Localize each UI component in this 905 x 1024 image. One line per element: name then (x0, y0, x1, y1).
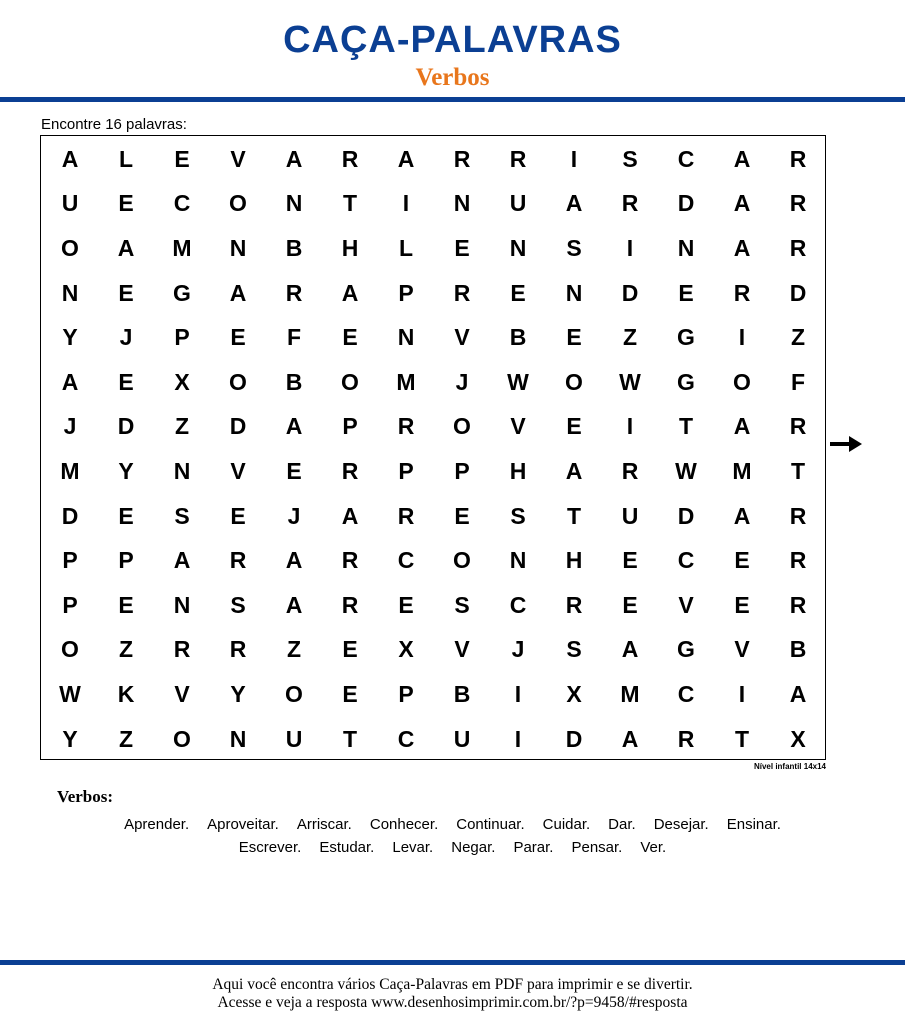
word-list-line-1 (0, 815, 905, 835)
grid-cell[interactable]: W (619, 368, 641, 395)
grid-cell[interactable]: Y (118, 457, 134, 484)
grid-cell[interactable]: T (734, 725, 750, 752)
grid-cell[interactable]: E (342, 636, 358, 663)
grid-cell[interactable]: V (174, 680, 190, 707)
grid-cell[interactable]: R (789, 591, 807, 618)
grid-cell[interactable]: N (397, 324, 415, 351)
grid-cell[interactable]: J (511, 636, 525, 663)
grid-cell[interactable]: R (621, 457, 639, 484)
grid-cell[interactable]: K (117, 680, 135, 707)
grid-cell[interactable]: A (565, 457, 583, 484)
arrow-right-icon (830, 436, 862, 452)
grid-cell[interactable]: H (341, 234, 359, 261)
grid-cell[interactable]: I (626, 234, 634, 261)
grid-cell[interactable]: J (119, 324, 133, 351)
grid-cell[interactable]: N (229, 725, 247, 752)
grid-cell[interactable]: I (626, 413, 634, 440)
grid-cell[interactable]: X (790, 725, 806, 752)
grid-cell[interactable]: W (59, 680, 81, 707)
word-list-item: Parar. (513, 839, 554, 856)
grid-cell[interactable]: D (621, 279, 639, 306)
grid-cell[interactable]: R (733, 279, 751, 306)
grid-cell[interactable]: A (285, 591, 303, 618)
grid-cell[interactable]: I (738, 324, 746, 351)
grid-cell[interactable]: E (454, 234, 470, 261)
grid-cell[interactable]: E (230, 502, 246, 529)
puzzle-instruction: Encontre 16 palavras: (41, 116, 187, 133)
grid-cell[interactable]: Z (790, 324, 806, 351)
grid-cell[interactable]: H (565, 547, 583, 574)
grid-cell[interactable]: M (60, 457, 80, 484)
grid-cell[interactable]: Z (174, 413, 190, 440)
grid-cell[interactable]: F (286, 324, 302, 351)
grid-cell[interactable]: R (789, 190, 807, 217)
grid-cell[interactable]: D (677, 502, 695, 529)
grid-cell[interactable]: B (509, 324, 527, 351)
grid-cell[interactable]: A (285, 413, 303, 440)
grid-cell[interactable]: O (229, 368, 247, 395)
word-list-item: Levar. (392, 839, 434, 856)
grid-cell[interactable]: W (675, 457, 697, 484)
footer-text-1: Aqui você encontra vários Caça-Palavras em PDF para imprimir e se divertir. (212, 976, 693, 993)
grid-cell[interactable]: E (230, 324, 246, 351)
grid-cell[interactable]: R (397, 413, 415, 440)
word-list-item: Negar. (451, 839, 496, 856)
grid-cell[interactable]: M (620, 680, 640, 707)
page-subtitle: Verbos (415, 64, 490, 91)
word-list-item: Arriscar. (296, 816, 352, 833)
grid-cell[interactable]: N (229, 234, 247, 261)
word-list-item: Estudar. (319, 839, 375, 856)
word-list-heading: Verbos: (57, 787, 114, 806)
grid-cell[interactable]: R (565, 591, 583, 618)
grid-cell[interactable]: J (455, 368, 469, 395)
word-list-item: Ensinar. (726, 816, 781, 833)
grid-cell[interactable]: P (342, 413, 358, 440)
grid-cell[interactable]: C (173, 190, 191, 217)
grid-cell[interactable]: O (341, 368, 359, 395)
word-list-line-2 (0, 838, 905, 858)
word-list-item: Desejar. (653, 816, 709, 833)
grid-cell[interactable]: L (118, 145, 134, 172)
grid-cell[interactable]: R (509, 145, 527, 172)
grid-cell[interactable]: C (677, 680, 695, 707)
grid-cell[interactable]: E (174, 145, 190, 172)
grid-cell[interactable]: P (398, 279, 414, 306)
grid-cell[interactable]: R (341, 145, 359, 172)
grid-cell[interactable]: R (621, 190, 639, 217)
grid-cell[interactable]: I (402, 190, 410, 217)
grid-cell[interactable]: E (734, 547, 750, 574)
grid-cell[interactable]: P (398, 680, 414, 707)
grid-cell[interactable]: Z (118, 636, 134, 663)
grid-cell[interactable]: V (230, 145, 246, 172)
grid-cell[interactable]: N (565, 279, 583, 306)
grid-cell[interactable]: P (118, 547, 134, 574)
grid-cell[interactable]: Y (62, 324, 78, 351)
grid-cell[interactable]: B (285, 234, 303, 261)
grid-cell[interactable]: A (621, 636, 639, 663)
grid-cell[interactable]: R (341, 457, 359, 484)
grid-cell[interactable]: J (287, 502, 301, 529)
word-list-item: Conhecer. (369, 816, 439, 833)
grid-cell[interactable]: W (507, 368, 529, 395)
grid-cell[interactable]: G (677, 636, 695, 663)
grid-cell[interactable]: U (285, 725, 303, 752)
grid-cell[interactable]: S (622, 145, 638, 172)
grid-cell[interactable]: R (677, 725, 695, 752)
grid-cell[interactable]: P (62, 547, 78, 574)
grid-cell[interactable]: R (789, 145, 807, 172)
grid-cell[interactable]: O (61, 234, 79, 261)
grid-cell[interactable]: A (117, 234, 135, 261)
grid-cell[interactable]: A (341, 279, 359, 306)
grid-cell[interactable]: N (677, 234, 695, 261)
grid-cell[interactable]: N (509, 547, 527, 574)
grid-cell[interactable]: V (454, 324, 470, 351)
grid-cell[interactable]: D (789, 279, 807, 306)
grid-cell[interactable]: X (398, 636, 414, 663)
grid-cell[interactable]: Z (286, 636, 302, 663)
grid-cell[interactable]: P (398, 457, 414, 484)
grid-cell[interactable]: O (453, 547, 471, 574)
grid-cell[interactable]: E (622, 547, 638, 574)
grid-cell[interactable]: G (677, 324, 695, 351)
grid-cell[interactable]: D (229, 413, 247, 440)
grid-cell[interactable]: T (342, 725, 358, 752)
grid-cell[interactable]: D (117, 413, 135, 440)
grid-cell[interactable]: A (229, 279, 247, 306)
word-list-item: Dar. (608, 816, 636, 833)
grid-cell[interactable]: A (733, 502, 751, 529)
word-list-item: Aproveitar. (207, 816, 279, 833)
grid-cell[interactable]: D (565, 725, 583, 752)
grid-cell[interactable]: J (63, 413, 77, 440)
grid-cell[interactable]: I (570, 145, 578, 172)
grid-cell[interactable]: O (229, 190, 247, 217)
grid-cell[interactable]: E (566, 413, 582, 440)
grid-cell[interactable]: R (789, 502, 807, 529)
grid-cell[interactable]: N (509, 234, 527, 261)
word-list-item: Continuar. (456, 816, 525, 833)
grid-cell[interactable]: V (510, 413, 526, 440)
grid-cell[interactable]: O (173, 725, 191, 752)
grid-cell[interactable]: N (285, 190, 303, 217)
grid-cell[interactable]: M (396, 368, 416, 395)
grid-cell[interactable]: E (454, 502, 470, 529)
grid-cell[interactable]: C (677, 547, 695, 574)
grid-cell[interactable]: X (566, 680, 582, 707)
grid-cell[interactable]: E (118, 502, 134, 529)
grid-cell[interactable]: E (286, 457, 302, 484)
grid-cell[interactable]: A (565, 190, 583, 217)
grid-cell[interactable]: G (677, 368, 695, 395)
grid-cell[interactable]: A (733, 145, 751, 172)
grid-cell[interactable]: E (342, 680, 358, 707)
grid-cell[interactable]: U (61, 190, 79, 217)
grid-cell[interactable]: Y (62, 725, 78, 752)
grid-cell[interactable]: V (678, 591, 694, 618)
grid-cell[interactable]: X (174, 368, 190, 395)
grid-cell[interactable]: D (61, 502, 79, 529)
grid-cell[interactable]: T (566, 502, 582, 529)
grid-cell[interactable]: T (790, 457, 806, 484)
grid-cell[interactable]: I (514, 725, 522, 752)
word-list-item: Aprender. (124, 816, 190, 833)
grid-cell[interactable]: I (514, 680, 522, 707)
grid-cell[interactable]: E (118, 279, 134, 306)
word-list-item: Cuidar. (542, 816, 591, 833)
grid-cell[interactable]: R (285, 279, 303, 306)
grid-cell[interactable]: V (454, 636, 470, 663)
grid-cell[interactable]: I (738, 680, 746, 707)
letter-grid (40, 135, 826, 760)
grid-cell[interactable]: E (734, 591, 750, 618)
grid-cell[interactable]: C (397, 547, 415, 574)
grid-cell[interactable]: N (173, 457, 191, 484)
grid-cell[interactable]: O (453, 413, 471, 440)
grid-cell[interactable]: P (454, 457, 470, 484)
grid-cell[interactable]: O (61, 636, 79, 663)
grid-cell[interactable]: E (118, 591, 134, 618)
grid-cell[interactable]: S (230, 591, 246, 618)
grid-cell[interactable]: U (621, 502, 639, 529)
grid-cell[interactable]: Y (230, 680, 246, 707)
grid-cell[interactable]: S (454, 591, 470, 618)
grid-cell[interactable]: U (453, 725, 471, 752)
grid-cell[interactable]: P (62, 591, 78, 618)
grid-cell[interactable]: R (173, 636, 191, 663)
footer-divider (0, 960, 905, 965)
word-list-item: Escrever. (238, 839, 302, 856)
grid-cell[interactable]: A (341, 502, 359, 529)
grid-cell[interactable]: N (173, 591, 191, 618)
grid-cell[interactable]: R (453, 145, 471, 172)
grid-cell[interactable]: A (733, 413, 751, 440)
grid-cell[interactable]: E (622, 591, 638, 618)
grid-cell[interactable]: U (509, 190, 527, 217)
grid-cell[interactable]: T (342, 190, 358, 217)
grid-cell[interactable]: F (790, 368, 806, 395)
grid-cell[interactable]: T (678, 413, 694, 440)
grid-cell[interactable]: A (397, 145, 415, 172)
grid-cell[interactable]: C (509, 591, 527, 618)
grid-cell[interactable]: G (173, 279, 191, 306)
footer-text-2: Acesse e veja a resposta www.desenhosimprimir.com.br/?p=9458/#resposta (217, 994, 688, 1011)
grid-cell[interactable]: R (341, 547, 359, 574)
grid-cell[interactable]: R (789, 234, 807, 261)
grid-cell[interactable]: R (229, 636, 247, 663)
grid-cell[interactable]: S (510, 502, 526, 529)
grid-cell[interactable]: A (733, 234, 751, 261)
header-divider (0, 97, 905, 102)
grid-cell[interactable]: B (453, 680, 471, 707)
grid-cell[interactable]: S (566, 636, 582, 663)
grid-cell[interactable]: M (172, 234, 192, 261)
grid-cell[interactable]: E (118, 190, 134, 217)
grid-cell[interactable]: C (677, 145, 695, 172)
grid-cell[interactable]: Z (622, 324, 638, 351)
grid-cell[interactable]: S (174, 502, 190, 529)
grid-cell[interactable]: B (285, 368, 303, 395)
grid-cell[interactable]: A (61, 368, 79, 395)
grid-cell[interactable]: O (733, 368, 751, 395)
grid-cell[interactable]: O (285, 680, 303, 707)
grid-cell[interactable]: E (342, 324, 358, 351)
grid-cell[interactable]: V (734, 636, 750, 663)
grid-cell[interactable]: M (732, 457, 752, 484)
grid-cell[interactable]: H (509, 457, 527, 484)
grid-cell[interactable]: E (510, 279, 526, 306)
grid-cell[interactable]: P (174, 324, 190, 351)
grid-cell[interactable]: E (566, 324, 582, 351)
level-label: Nível infantil 14x14 (753, 762, 826, 771)
grid-cell[interactable]: A (733, 190, 751, 217)
grid-cell[interactable]: A (173, 547, 191, 574)
word-list-item: Pensar. (571, 839, 623, 856)
grid-cell[interactable]: A (789, 680, 807, 707)
grid-cell[interactable]: A (621, 725, 639, 752)
grid-cell[interactable]: E (398, 591, 414, 618)
grid-cell[interactable]: D (677, 190, 695, 217)
page-title: CAÇA-PALAVRAS (283, 19, 622, 61)
grid-cell[interactable]: N (453, 190, 471, 217)
grid-cell[interactable]: Z (118, 725, 134, 752)
grid-cell[interactable]: S (566, 234, 582, 261)
grid-cell[interactable]: R (341, 591, 359, 618)
grid-cell[interactable]: L (398, 234, 414, 261)
grid-cell[interactable]: O (565, 368, 583, 395)
grid-cell[interactable]: A (285, 145, 303, 172)
grid-cell[interactable]: R (229, 547, 247, 574)
grid-cell[interactable]: R (397, 502, 415, 529)
grid-cell[interactable]: N (61, 279, 79, 306)
grid-cell[interactable]: E (118, 368, 134, 395)
grid-cell[interactable]: R (789, 547, 807, 574)
grid-cell[interactable]: E (678, 279, 694, 306)
grid-cell[interactable]: C (397, 725, 415, 752)
grid-cell[interactable]: A (61, 145, 79, 172)
grid-cell[interactable]: R (453, 279, 471, 306)
grid-cell[interactable]: B (789, 636, 807, 663)
grid-cell[interactable]: V (230, 457, 246, 484)
grid-cell[interactable]: A (285, 547, 303, 574)
word-list-item: Ver. (640, 839, 667, 856)
grid-cell[interactable]: R (789, 413, 807, 440)
